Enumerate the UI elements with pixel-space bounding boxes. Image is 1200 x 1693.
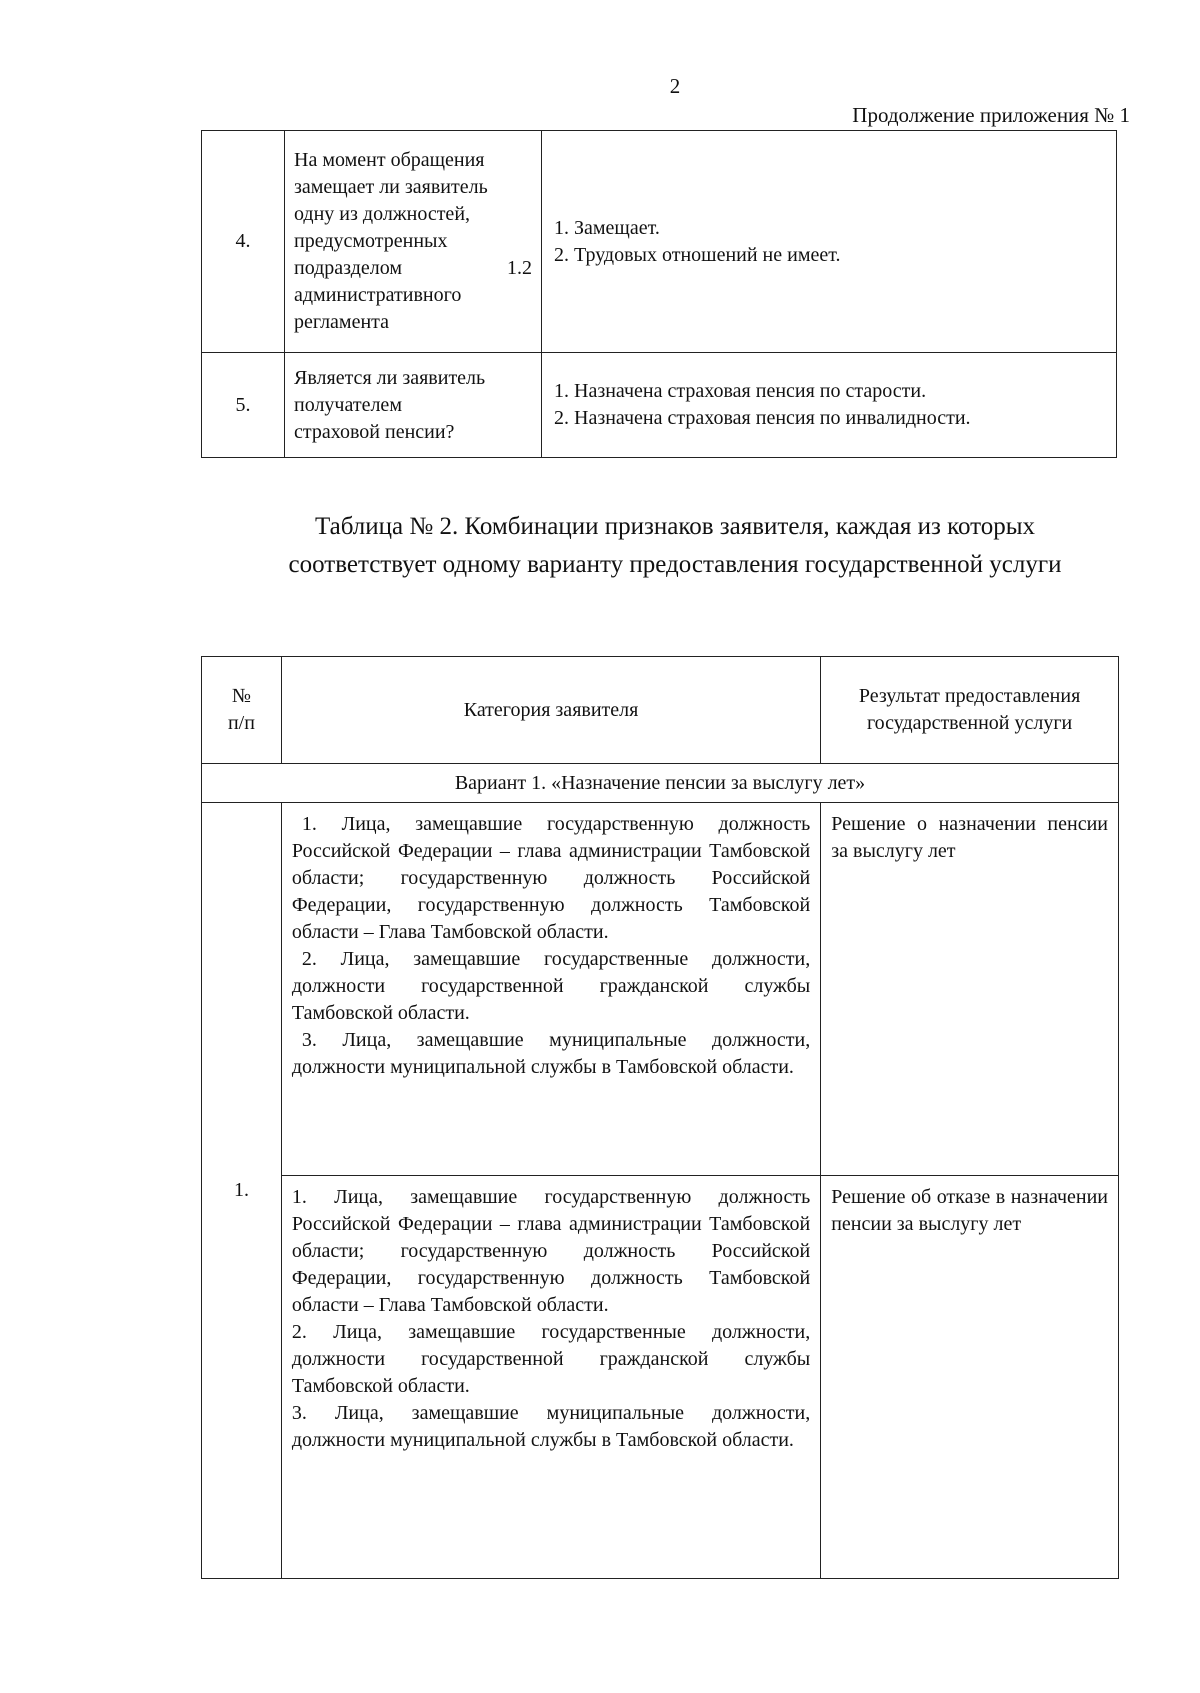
row-number: 5. — [202, 353, 285, 458]
question-line: страховой пенсии? — [294, 420, 455, 443]
category-item: 2. Лица, замещавшие государственные должности, должности государственной гражданской службы Тамбовской области. — [291, 1321, 811, 1397]
category-item: 3. Лица, замещавшие муниципальные должности, должности муниципальной службы в Тамбовской области. — [291, 1402, 811, 1451]
category-item: 1. Лица, замещавшие государственную должность Российской Федерации – глава администрации Тамбовской области; государственную должность Российской Федерации, государственную должность Тамбовской области – Глава Тамбовской области. — [291, 813, 811, 943]
answer-option: 2. Трудовых отношений не имеет. — [554, 243, 841, 266]
variant-label: Вариант 1. «Назначение пенсии за выслугу лет» — [202, 764, 1119, 803]
category-item: 2. Лица, замещавшие государственные должности, должности государственной гражданской службы Тамбовской области. — [291, 948, 811, 1024]
header-num — [202, 657, 282, 764]
category-item: 1. Лица, замещавшие государственную должность Российской Федерации – глава администрации Тамбовской области; государственную должность Российской Федерации, государственную должность Тамбовской области – Глава Тамбовской области. — [291, 1186, 811, 1316]
question-line: Является ли заявитель — [294, 366, 486, 389]
question-word: подразделом — [294, 257, 403, 279]
answer-option: 2. Назначена страховая пенсия по инвалидности. — [554, 407, 971, 429]
question-line: получателем — [294, 393, 402, 416]
result-cell — [821, 803, 1119, 1176]
table-row — [202, 1176, 1119, 1579]
category-cell — [281, 1176, 820, 1579]
category-item: 3. Лица, замещавшие муниципальные должности, должности муниципальной службы в Тамбовской области. — [291, 1029, 811, 1078]
table-row — [202, 803, 1119, 1176]
table2-title-line: соответствует одному варианту предоставления государственной услуги — [288, 551, 1062, 578]
header-category: Категория заявителя — [281, 657, 820, 764]
question-word: 1.2 — [507, 257, 532, 279]
continuation-label: Продолжение приложения № 1 — [852, 103, 1130, 127]
category-cell — [281, 803, 820, 1176]
question-line: замещает ли заявитель — [294, 176, 488, 198]
answer-cell — [542, 353, 1117, 458]
table-row — [202, 131, 1117, 353]
result-text: Решение об отказе в назначении пенсии за выслугу лет — [831, 1186, 1108, 1235]
question-line: регламента — [294, 311, 390, 333]
question-line: предусмотренных — [294, 230, 448, 252]
page-number: 2 — [669, 74, 681, 98]
answer-option: 1. Назначена страховая пенсия по старости. — [554, 380, 927, 402]
question-line: На момент обращения — [294, 149, 485, 171]
answer-cell — [542, 131, 1117, 353]
answer-option: 1. Замещает. — [554, 216, 660, 239]
table-header-row — [202, 657, 1119, 764]
question-cell — [285, 131, 542, 353]
combinations-table — [201, 656, 1119, 1579]
header-num-label: № п/п — [227, 685, 255, 734]
header-result: Результат предоставления государственной услуги — [821, 657, 1119, 764]
question-line: административного — [294, 284, 462, 306]
result-text: Решение о назначении пенсии за выслугу лет — [831, 813, 1108, 862]
variant-row — [202, 764, 1119, 803]
row-number: 4. — [202, 131, 285, 353]
result-cell — [821, 1176, 1119, 1579]
question-cell — [285, 353, 542, 458]
criteria-table — [201, 130, 1117, 458]
table2-title-line: Таблица № 2. Комбинации признаков заявителя, каждая из которых — [314, 513, 1036, 540]
table2-title — [0, 508, 1200, 584]
question-line: одну из должностей, — [294, 203, 471, 225]
row-number: 1. — [202, 803, 282, 1579]
table-row — [202, 353, 1117, 458]
question-line — [294, 255, 532, 282]
